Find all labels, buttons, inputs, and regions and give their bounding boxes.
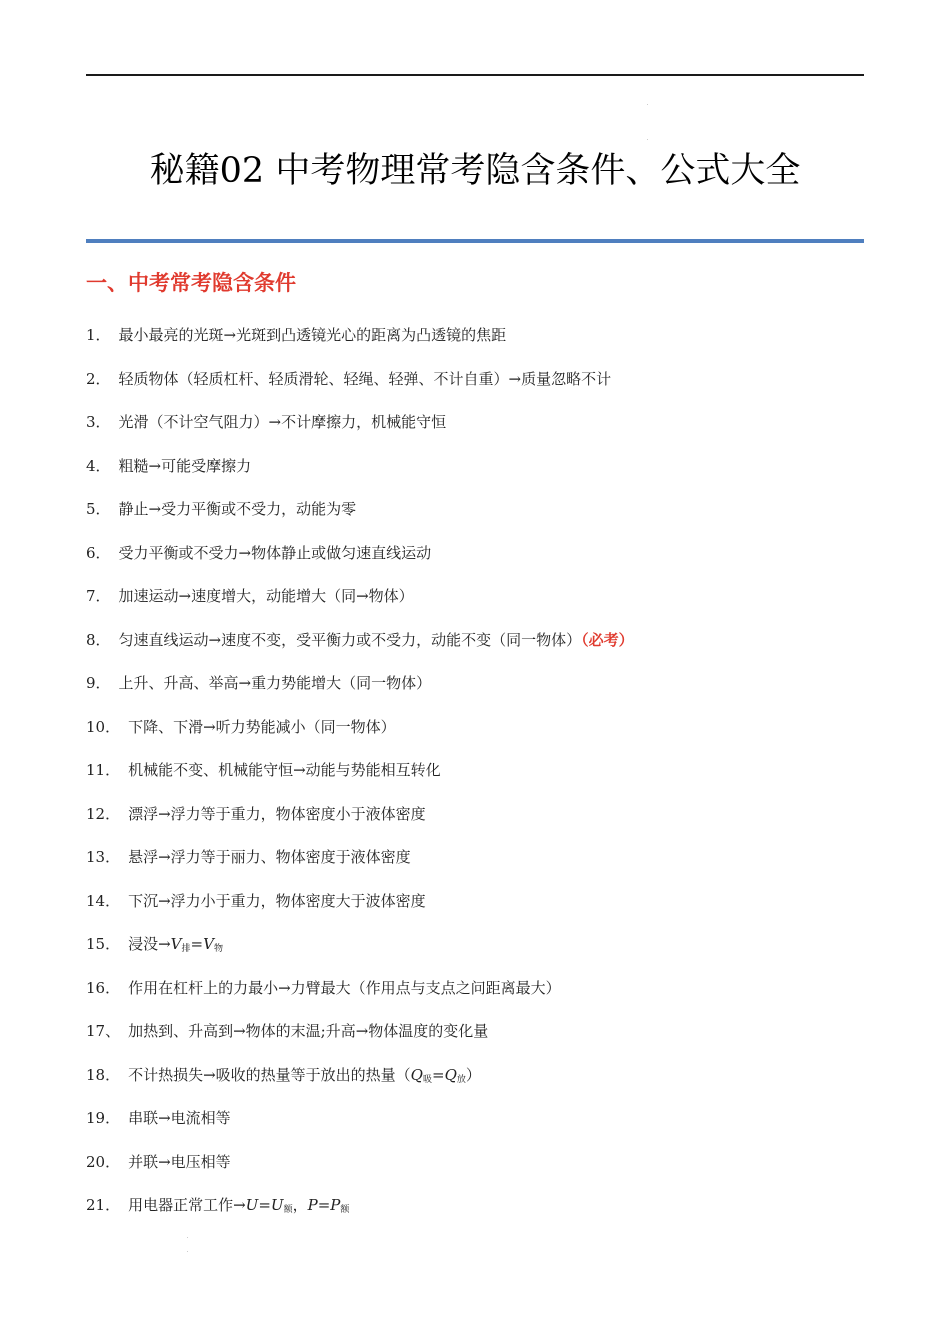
- formula-equals: =: [317, 1196, 331, 1214]
- list-item: [86, 1062, 634, 1106]
- formula-subscript: 物: [213, 944, 223, 954]
- item-number: 13．: [86, 848, 121, 866]
- formula-equals: =: [190, 935, 204, 953]
- section-heading: 一、中考常考隐含条件: [86, 271, 296, 295]
- item-number: 5．: [86, 500, 111, 518]
- formula-var: U: [270, 1196, 284, 1214]
- must-test-tag: （必考）: [581, 630, 634, 649]
- item-text: 悬浮→浮力等于丽力、物体密度于液体密度: [128, 848, 411, 866]
- item-text: 最小最亮的光斑→光斑到凸透镜光心的距离为凸透镜的焦距: [118, 326, 507, 344]
- item-text: 轻质物体（轻质杠杆、轻质滑轮、轻绳、轻弹、不计自重）→质量忽略不计: [118, 369, 612, 388]
- item-number: 3．: [86, 413, 111, 431]
- item-number: 21．: [86, 1196, 121, 1214]
- list-item: [86, 714, 634, 758]
- title-rest: 中考物理常考隐含条件、公式大全: [264, 151, 801, 191]
- formula-close: ）: [465, 1065, 481, 1084]
- formula-var: P: [330, 1196, 341, 1214]
- list-item: [86, 496, 634, 540]
- item-number: 11．: [86, 761, 121, 779]
- item-number: 4．: [86, 456, 111, 475]
- item-text: 漂浮→浮力等于重力，物体密度小于液体密度: [128, 804, 426, 823]
- speck: [647, 104, 648, 105]
- item-text: 不计热损失→吸收的热量等于放出的热量（: [128, 1065, 411, 1084]
- item-text: 粗糙→可能受摩擦力: [118, 456, 252, 475]
- title-underline: [86, 239, 864, 243]
- item-text: 下沉→浮力小于重力，物体密度大于波体密度: [128, 891, 426, 910]
- item-text: 串联→电流相等: [128, 1109, 231, 1127]
- item-number: 2．: [86, 369, 111, 388]
- item-number: 12．: [86, 804, 121, 823]
- formula-subscript: 排: [181, 944, 191, 954]
- item-text: 下降、下滑→听力势能减小（同一物体）: [128, 717, 396, 736]
- formula-var: V: [170, 935, 182, 953]
- title-prefix: 秘籍: [149, 151, 220, 191]
- formula-equals: =: [432, 1065, 445, 1084]
- list-item: [86, 583, 634, 627]
- item-text: 光滑（不计空气阻力）→不计摩擦力，机械能守恒: [118, 413, 447, 431]
- item-number: 14．: [86, 891, 121, 910]
- speck: [187, 1237, 188, 1238]
- speck: [647, 139, 648, 140]
- list-item: [86, 670, 634, 714]
- formula-subscript: 额: [340, 1205, 350, 1215]
- item-text: 上升、升高、举高→重力势能增大（同一物体）: [118, 674, 432, 692]
- list-item: [86, 1018, 634, 1062]
- list-item: [86, 844, 634, 888]
- list-item: [86, 801, 634, 845]
- list-item: [86, 366, 634, 410]
- formula-subscript: 放: [456, 1074, 466, 1085]
- formula-var: Q: [444, 1065, 457, 1084]
- formula-var: U: [245, 1196, 259, 1214]
- formula-var: Q: [410, 1065, 423, 1084]
- item-number: 8．: [86, 630, 111, 649]
- item-text: 匀速直线运动→速度不变，受平衡力或不受力，动能不变（同一物体）: [118, 630, 582, 649]
- item-number: 17、: [86, 1022, 121, 1040]
- item-text: 静止→受力平衡或不受力，动能为零: [118, 500, 357, 518]
- formula-equals: =: [258, 1196, 271, 1214]
- item-text: 浸没→: [128, 935, 171, 953]
- item-number: 10．: [86, 717, 121, 736]
- list-item: [86, 888, 634, 932]
- top-rule: [86, 74, 864, 76]
- page-title: [0, 146, 950, 196]
- list-item: [86, 1105, 634, 1149]
- item-number: 15．: [86, 935, 121, 953]
- item-number: 19．: [86, 1109, 121, 1127]
- list-item: [86, 1192, 634, 1236]
- list-item: [86, 453, 634, 497]
- formula-var: P: [307, 1196, 318, 1214]
- list-item: [86, 975, 634, 1019]
- list-item: [86, 322, 634, 366]
- item-text: 用电器正常工作→: [128, 1196, 246, 1214]
- speck: [187, 1251, 188, 1252]
- item-text: 机械能不变、机械能守恒→动能与势能相互转化: [128, 761, 441, 779]
- list-item: [86, 540, 634, 584]
- item-text: 作用在杠杆上的力最小→力臂最大（作用点与支点之问距离最大）: [128, 978, 561, 997]
- item-text: 受力平衡或不受力→物体静止或做匀速直线运动: [118, 543, 432, 562]
- item-number: 1．: [86, 326, 111, 344]
- item-number: 18．: [86, 1065, 121, 1084]
- item-number: 7．: [86, 587, 111, 605]
- list-item: [86, 1149, 634, 1193]
- title-number: 02: [219, 151, 265, 191]
- item-text: 加热到、升高到→物体的末温;升高→物体温度的变化量: [128, 1022, 489, 1040]
- list-item: [86, 757, 634, 801]
- formula-var: V: [203, 935, 214, 953]
- list-item: [86, 409, 634, 453]
- conditions-list: [86, 322, 634, 1236]
- formula-subscript: 吸: [422, 1074, 432, 1085]
- item-number: 20．: [86, 1152, 121, 1171]
- item-text: 加速运动→速度增大，动能增大（同→物体）: [118, 587, 414, 605]
- item-number: 16．: [86, 978, 121, 997]
- item-text: 并联→电压相等: [128, 1152, 231, 1171]
- formula-comma: ，: [292, 1196, 308, 1214]
- item-number: 6．: [86, 543, 111, 562]
- item-number: 9．: [86, 674, 111, 692]
- list-item: [86, 931, 634, 975]
- formula-subscript: 额: [283, 1205, 293, 1215]
- list-item: [86, 627, 634, 671]
